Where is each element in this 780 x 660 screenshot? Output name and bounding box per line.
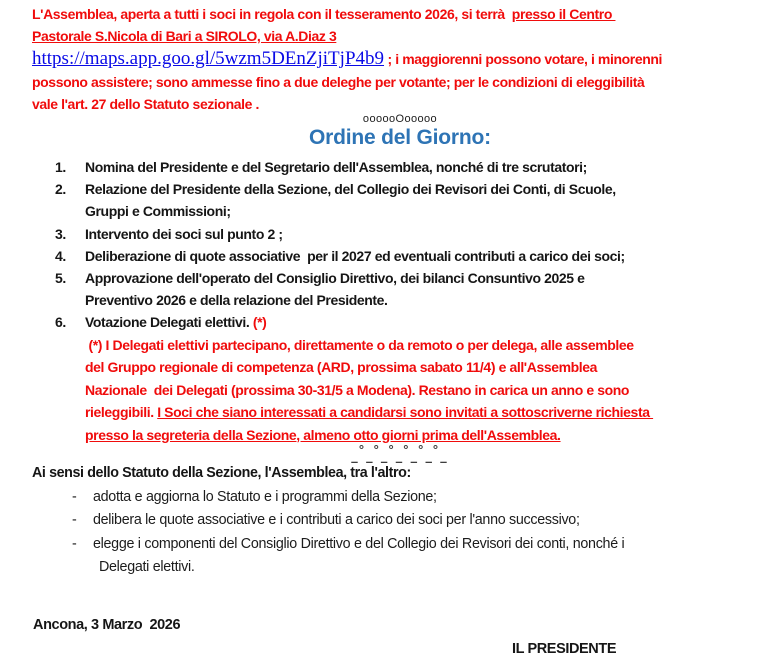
agenda-item-2-text-line1: Relazione del Presidente della Sezione, del Collegio dei Revisori dei Conti, di Scuole, [85,181,616,198]
agenda-item-6-number: 6. [55,314,66,331]
agenda-item-2 [55,178,625,222]
statute-bullet-1-text: adotta e aggiorna lo Statuto e i programmi della Sezione; [93,489,437,505]
separator-top [0,109,780,127]
agenda-heading [0,126,780,150]
separator-mid-dashes-text: – – – – – – – [350,454,450,469]
statute-bullet-3-text-line2: Delegati elettivi. [99,558,195,575]
note-line4-text: rieleggibili. [85,404,158,421]
agenda-item-5-text-line2: Preventivo 2026 e della relazione del Presidente. [85,292,388,309]
intro-line1-underlined-text: presso il Centro [511,6,616,22]
agenda-item-5 [55,267,625,311]
agenda-item-4-number: 4. [55,247,66,264]
note-line5-underlined-text: presso la segreteria della Sezione, almeno otto giorni prima dell'Assemblea. [85,426,561,443]
statute-bullet-2-text: delibera le quote associative e i contributi a carico dei soci per l'anno successivo; [93,512,580,529]
note-line-4 [85,401,653,423]
intro-line-2 [32,25,662,47]
intro-line-1 [32,3,662,25]
intro-paragraph [32,3,662,115]
delegates-note-paragraph [85,334,653,446]
president-signature-label [512,638,616,660]
statute-bullet-list [72,486,624,579]
agenda-item-3-number: 3. [55,225,66,242]
statute-bullet-3-dash: - [72,535,77,552]
agenda-item-2-number: 2. [55,181,66,198]
agenda-item-3 [55,223,625,245]
statute-bullet-2-dash: - [72,512,77,529]
intro-line3-after-link-text: ; i maggiorenni possono votare, i minorenni [384,51,663,67]
statute-bullet-3 [72,533,624,580]
statute-bullet-3-text-line1: elegge i componenti del Consiglio Direttivo e del Collegio dei Revisori dei conti, nonché i [93,535,625,552]
agenda-list [55,156,625,334]
agenda-item-6-text: Votazione Delegati elettivi. [85,314,253,331]
agenda-heading-text: Ordine del Giorno: [309,126,491,149]
maps-hyperlink[interactable]: https://maps.app.goo.gl/5wzm5DEnZjiTjP4b9 [32,48,385,69]
statute-bullet-1 [72,486,624,509]
agenda-item-1 [55,156,625,178]
note-line-2: del Gruppo regionale di competenza (ARD, prossima sabato 11/4) e all'Assemblea [85,359,598,376]
intro-line2-underlined-text: Pastorale S.Nicola di Bari a SIROLO, via A.Diaz 3 [32,28,337,44]
date-line-text: Ancona, 3 Marzo 2026 [33,617,181,633]
date-line [33,614,180,636]
agenda-item-6 [55,311,625,333]
separator-top-text: oooooOooooo [362,113,438,125]
intro-line-3 [32,47,662,71]
statute-bullet-2 [72,509,624,532]
agenda-item-2-text-line2: Gruppi e Commissioni; [85,203,231,220]
intro-line-4: possono assistere; sono ammesse fino a due deleghe per votante; per le condizioni di eleggibilità [32,74,645,90]
agenda-item-6-asterisk: (*) [252,314,267,331]
statute-heading-text: Ai sensi dello Statuto della Sezione, l'Assemblea, tra l'altro: [32,465,411,481]
note-line-1: (*) I Delegati elettivi partecipano, direttamente o da remoto o per delega, alle assemblee [85,337,634,353]
note-line4-underlined-text: I Soci che siano interessati a candidarsi sono invitati a sottoscriverne richiesta [157,404,654,421]
intro-line-5: vale l'art. 27 dello Statuto sezionale . [32,96,259,112]
intro-line1-text: L'Assemblea, aperta a tutti i soci in regola con il tesseramento 2026, si terrà [32,6,512,22]
agenda-item-3-text: Intervento dei soci sul punto 2 ; [85,225,283,242]
statute-heading [32,462,411,484]
statute-bullet-1-dash: - [72,489,77,505]
separator-mid-circles-text: ° ° ° ° ° ° [358,442,442,457]
agenda-item-4-text: Deliberazione di quote associative per il 2027 ed eventuali contributi a carico dei soci; [85,247,625,264]
agenda-item-4 [55,245,625,267]
agenda-item-5-text-line1: Approvazione dell'operato del Consiglio Direttivo, dei bilanci Consuntivo 2025 e [85,270,585,287]
president-label-text: IL PRESIDENTE [512,641,617,657]
note-line-3: Nazionale dei Delegati (prossima 30-31/5 a Modena). Restano in carica un anno e sono [85,381,630,398]
agenda-item-1-text: Nomina del Presidente e del Segretario dell'Assemblea, nonché di tre scrutatori; [85,159,587,175]
agenda-item-1-number: 1. [55,159,66,175]
agenda-item-5-number: 5. [55,270,66,287]
